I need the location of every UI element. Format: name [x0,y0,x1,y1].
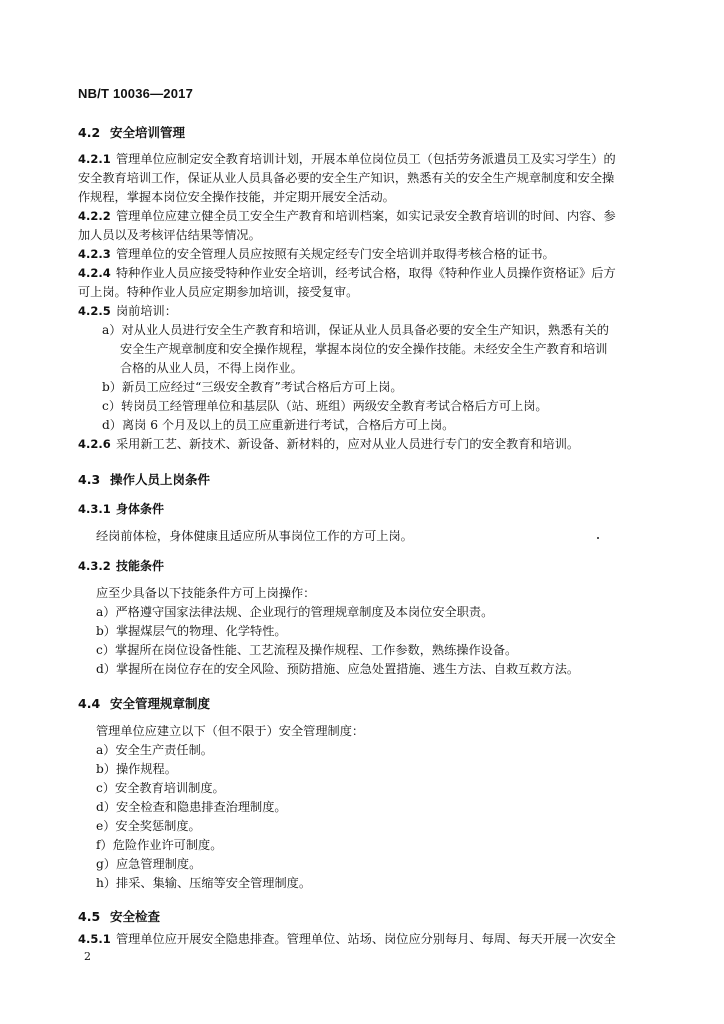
clause-text-line: 管理单位应制定安全教育培训计划，开展本单位岗位员工（包括劳务派遣员工及实习学生）的 [116,152,616,166]
subsection-heading-4-3-1 [78,500,164,517]
list-item-b: b）操作规程。 [96,762,177,776]
subsection-title: 技能条件 [116,559,165,573]
list-item-e: e）安全奖惩制度。 [96,819,201,833]
clause-number: 4.2.3 [78,247,111,261]
section-number: 4.3 [78,472,101,487]
section-title: 安全检查 [110,909,161,924]
clause-text-line: 管理单位应开展安全隐患排查。管理单位、站场、岗位应分别每月、每周、每天开展一次安全 [116,932,616,946]
clause-text-line: 加人员以及考核评估结果等情况。 [78,228,261,242]
section-number: 4.5 [78,909,101,924]
list-item-b: b）掌握煤层气的物理、化学特性。 [96,624,287,638]
list-item-d: d）离岗 6 个月及以上的员工应重新进行考试，合格后方可上岗。 [102,418,455,432]
clause-4-2-3 [78,245,646,264]
clause-number: 4.5.1 [78,932,111,946]
body-text: 应至少具备以下技能条件方可上岗操作： [96,586,316,600]
list-item-a: a）安全生产责任制。 [96,743,213,757]
section-title: 安全管理规章制度 [110,696,211,711]
list-item-line: 安全生产规章制度和安全操作规程，掌握本岗位的安全操作技能。未经安全生产教育和培训 [120,342,608,356]
section-number: 4.2 [78,125,101,140]
standard-id: NB/T 10036—2017 [78,86,194,101]
list-item-a [102,321,609,378]
subsection-title: 身体条件 [116,502,165,516]
section-heading-4-3 [78,470,210,488]
list-item-c: c）掌握所在岗位设备性能、工艺流程及操作规程、工作参数，熟练操作设备。 [96,643,518,657]
list-item-g: g）应急管理制度。 [96,857,202,871]
clause-text-line: 岗前培训： [116,304,177,318]
subsection-heading-4-3-2 [78,557,164,574]
section-heading-4-4 [78,694,210,712]
clause-text-line: 采用新工艺、新技术、新设备、新材料的，应对从业人员进行专门的安全教育和培训。 [116,437,580,451]
scan-speck [597,537,599,539]
section-number: 4.4 [78,696,101,711]
list-item-c: c）安全教育培训制度。 [96,781,225,795]
section-title: 安全培训管理 [110,125,186,140]
clause-text-line: 作规程，掌握本岗位安全操作技能，并定期开展安全活动。 [78,190,395,204]
body-text: 管理单位应建立以下（但不限于）安全管理制度： [96,724,365,738]
clause-4-2-1 [78,150,646,207]
list-item-a: a）严格遵守国家法律法规、企业现行的管理规章制度及本岗位安全职责。 [96,605,494,619]
list-item-d: d）掌握所在岗位存在的安全风险、预防措施、应急处置措施、逃生方法、自救互救方法。 [96,662,580,676]
list-item-f: f）危险作业许可制度。 [96,838,223,852]
list-item-b: b）新员工应经过“三级安全教育”考试合格后方可上岗。 [102,380,403,394]
section-title: 操作人员上岗条件 [110,472,211,487]
clause-number: 4.3.1 [78,502,111,516]
list-item-d: d）安全检查和隐患排查治理制度。 [96,800,287,814]
clause-number: 4.2.5 [78,304,111,318]
clause-number: 4.3.2 [78,559,111,573]
clause-text-line: 管理单位应建立健全员工安全生产教育和培训档案，如实记录安全教育培训的时间、内容、参 [116,209,616,223]
page-number: 2 [84,950,91,963]
clause-4-2-5 [78,302,646,321]
clause-text-line: 管理单位的安全管理人员应按照有关规定经专门安全培训并取得考核合格的证书。 [116,247,555,261]
body-text: 经岗前体检，身体健康且适应所从事岗位工作的方可上岗。 [96,529,413,543]
clause-number: 4.2.6 [78,437,111,451]
clause-4-5-1 [78,930,646,949]
clause-number: 4.2.4 [78,266,111,280]
clause-number: 4.2.2 [78,209,111,223]
list-item-h: h）排采、集输、压缩等安全管理制度。 [96,876,312,890]
section-heading-4-5 [78,907,160,925]
clause-4-2-2 [78,207,646,245]
section-heading-4-2 [78,123,185,141]
clause-4-2-4 [78,264,646,302]
list-item-line: 合格的从业人员，不得上岗作业。 [120,361,303,375]
clause-number: 4.2.1 [78,152,111,166]
clause-text-line: 安全教育培训工作，保证从业人员具备必要的安全生产知识，熟悉有关的安全生产规章制度和安全操 [78,171,615,185]
clause-text-line: 特种作业人员应接受特种作业安全培训，经考试合格，取得《特种作业人员操作资格证》后方 [116,266,616,280]
clause-text-line: 可上岗。特种作业人员应定期参加培训，接受复审。 [78,285,359,299]
list-item-line: a）对从业人员进行安全生产教育和培训，保证从业人员具备必要的安全生产知识，熟悉有关的 [102,323,609,337]
clause-4-2-6 [78,435,646,454]
list-item-c: c）转岗员工经管理单位和基层队（站、班组）两级安全教育考试合格后方可上岗。 [102,399,548,413]
